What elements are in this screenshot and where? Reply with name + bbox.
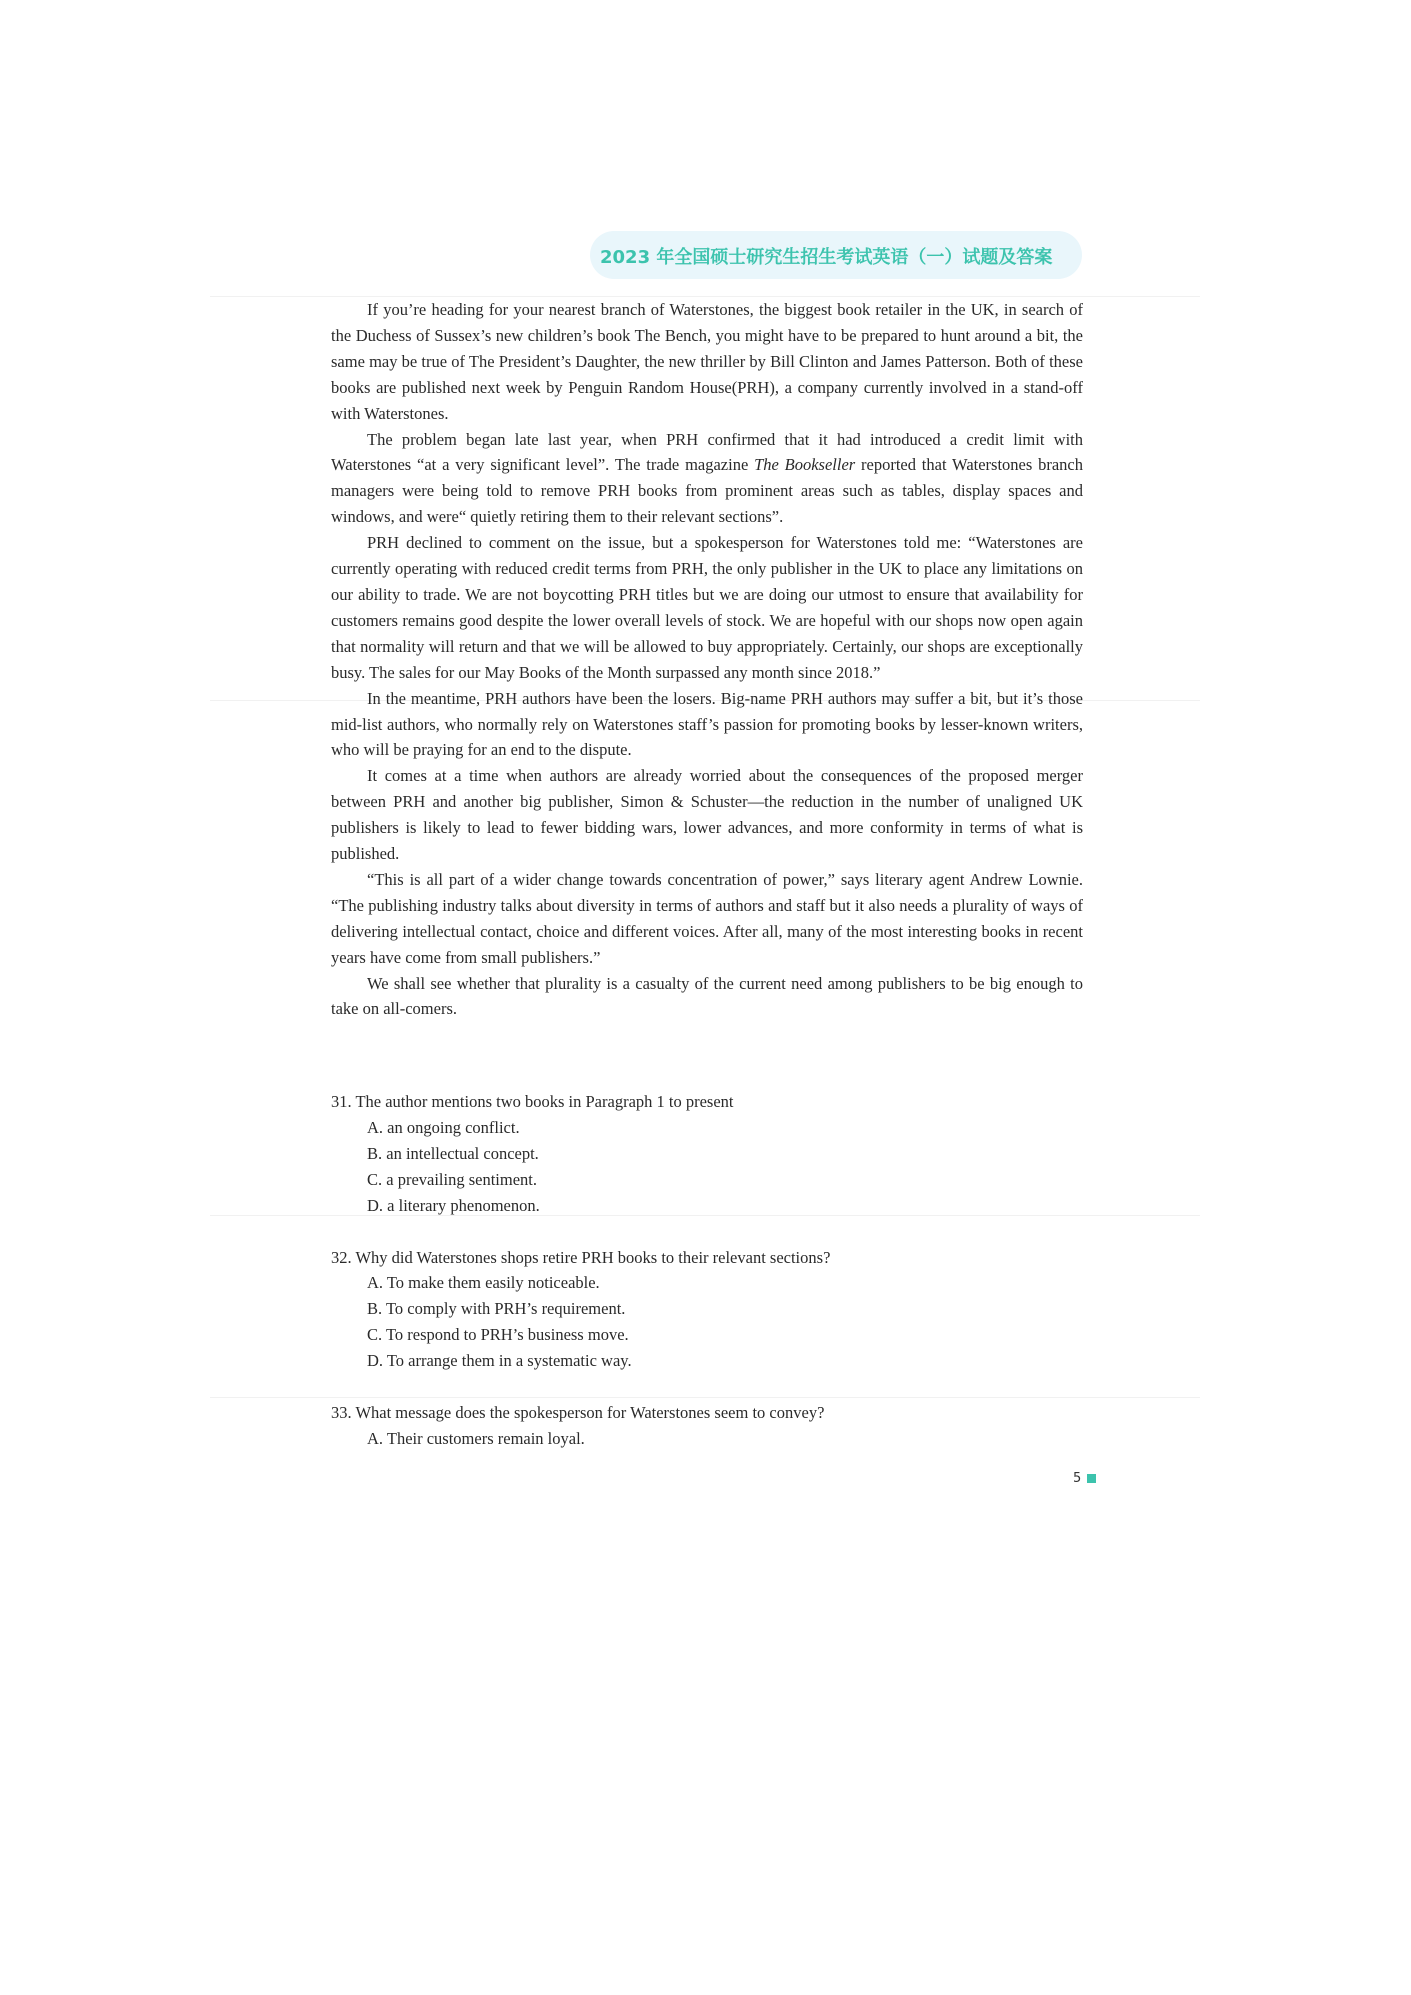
page-header-title: 2023 年全国硕士研究生招生考试英语（一）试题及答案 [600,247,1053,268]
question-list [331,1089,1083,1478]
magazine-title: The Bookseller [754,455,856,475]
option-c: C. a prevailing sentiment. [367,1169,538,1189]
question-stem: 32. Why did Waterstones shops retire PRH books to their relevant sections? [331,1247,831,1267]
page-marker-square [1087,1474,1096,1483]
question-stem: 33. What message does the spokesperson for Waterstones seem to convey? [331,1403,825,1423]
paragraph-part: reported that Waterstones branch managers were being told to remove PRH books from prominent areas such as tables, display spaces and windows, and were“ quietly retiring them to their relevant sections”. [331,455,1083,527]
paragraph: PRH declined to comment on the issue, but a spokesperson for Waterstones told me: “Waterstones are currently operating with reduced credit terms from PRH, the only publisher in the UK to place any limitations on our ability to trade. We are not boycotting PRH titles but we are doing our utmost to ensure that availability for customers remains good despite the lower overall levels of stock. We are hopeful with our shops now open again that normality will return and that we will be allowed to buy appropriately. Certainly, our shops are exceptionally busy. The sales for our May Books of the Month surpassed any month since 2018.” [331,533,1083,682]
option-d: D. a literary phenomenon. [367,1195,540,1215]
paragraph: It comes at a time when authors are already worried about the consequences of the proposed merger between PRH and another big publisher, Simon & Schuster—the reduction in the number of unaligned UK publishers is likely to lead to fewer bidding wars, lower advances, and more conformity in terms of what is published. [331,766,1083,864]
paragraph: “This is all part of a wider change towards concentration of power,” says literary agent Andrew Lownie. “The publishing industry talks about diversity in terms of authors and staff but it also needs a plurality of ways of delivering intellectual contact, choice and different voices. After all, many of the most interesting books in recent years have come from small publishers.” [331,869,1083,967]
option-b: B. an intellectual concept. [367,1143,539,1163]
question-32 [331,1245,1083,1375]
paragraph: If you’re heading for your nearest branch of Waterstones, the biggest book retailer in the UK, in search of the Duchess of Sussex’s new children’s book The Bench, you might have to be prepared to hunt around a bit, the same may be true of The President’s Daughter, the new thriller by Bill Clinton and James Patterson. Both of these books are published next week by Penguin Random House(PRH), a company currently involved in a stand-off with Waterstones. [331,300,1083,423]
option-a: A. To make them easily noticeable. [367,1273,600,1293]
question-33 [331,1400,1083,1452]
reading-passage [331,297,1083,1022]
option-c: C. To respond to PRH’s business move. [367,1325,629,1345]
option-a: A. Their customers remain loyal. [367,1428,585,1448]
page-number: 5 [1073,1471,1082,1486]
paragraph: We shall see whether that plurality is a casualty of the current need among publishers to be big enough to take on all-comers. [331,973,1083,1019]
paragraph [331,427,1083,531]
option-b: B. To comply with PRH’s requirement. [367,1299,626,1319]
question-31 [331,1089,1083,1219]
paragraph: In the meantime, PRH authors have been the losers. Big-name PRH authors may suffer a bit, but it’s those mid-list authors, who normally rely on Waterstones staff’s passion for promoting books by lesser-known writers, who will be praying for an end to the dispute. [331,688,1083,760]
question-stem: 31. The author mentions two books in Paragraph 1 to present [331,1092,734,1111]
option-d: D. To arrange them in a systematic way. [367,1351,632,1371]
option-a: A. an ongoing conflict. [367,1117,520,1137]
paragraph-part: The problem began late last year, when PRH confirmed that it had introduced a credit limit with Waterstones “at a very significant level”. The trade magazine [331,429,1083,475]
